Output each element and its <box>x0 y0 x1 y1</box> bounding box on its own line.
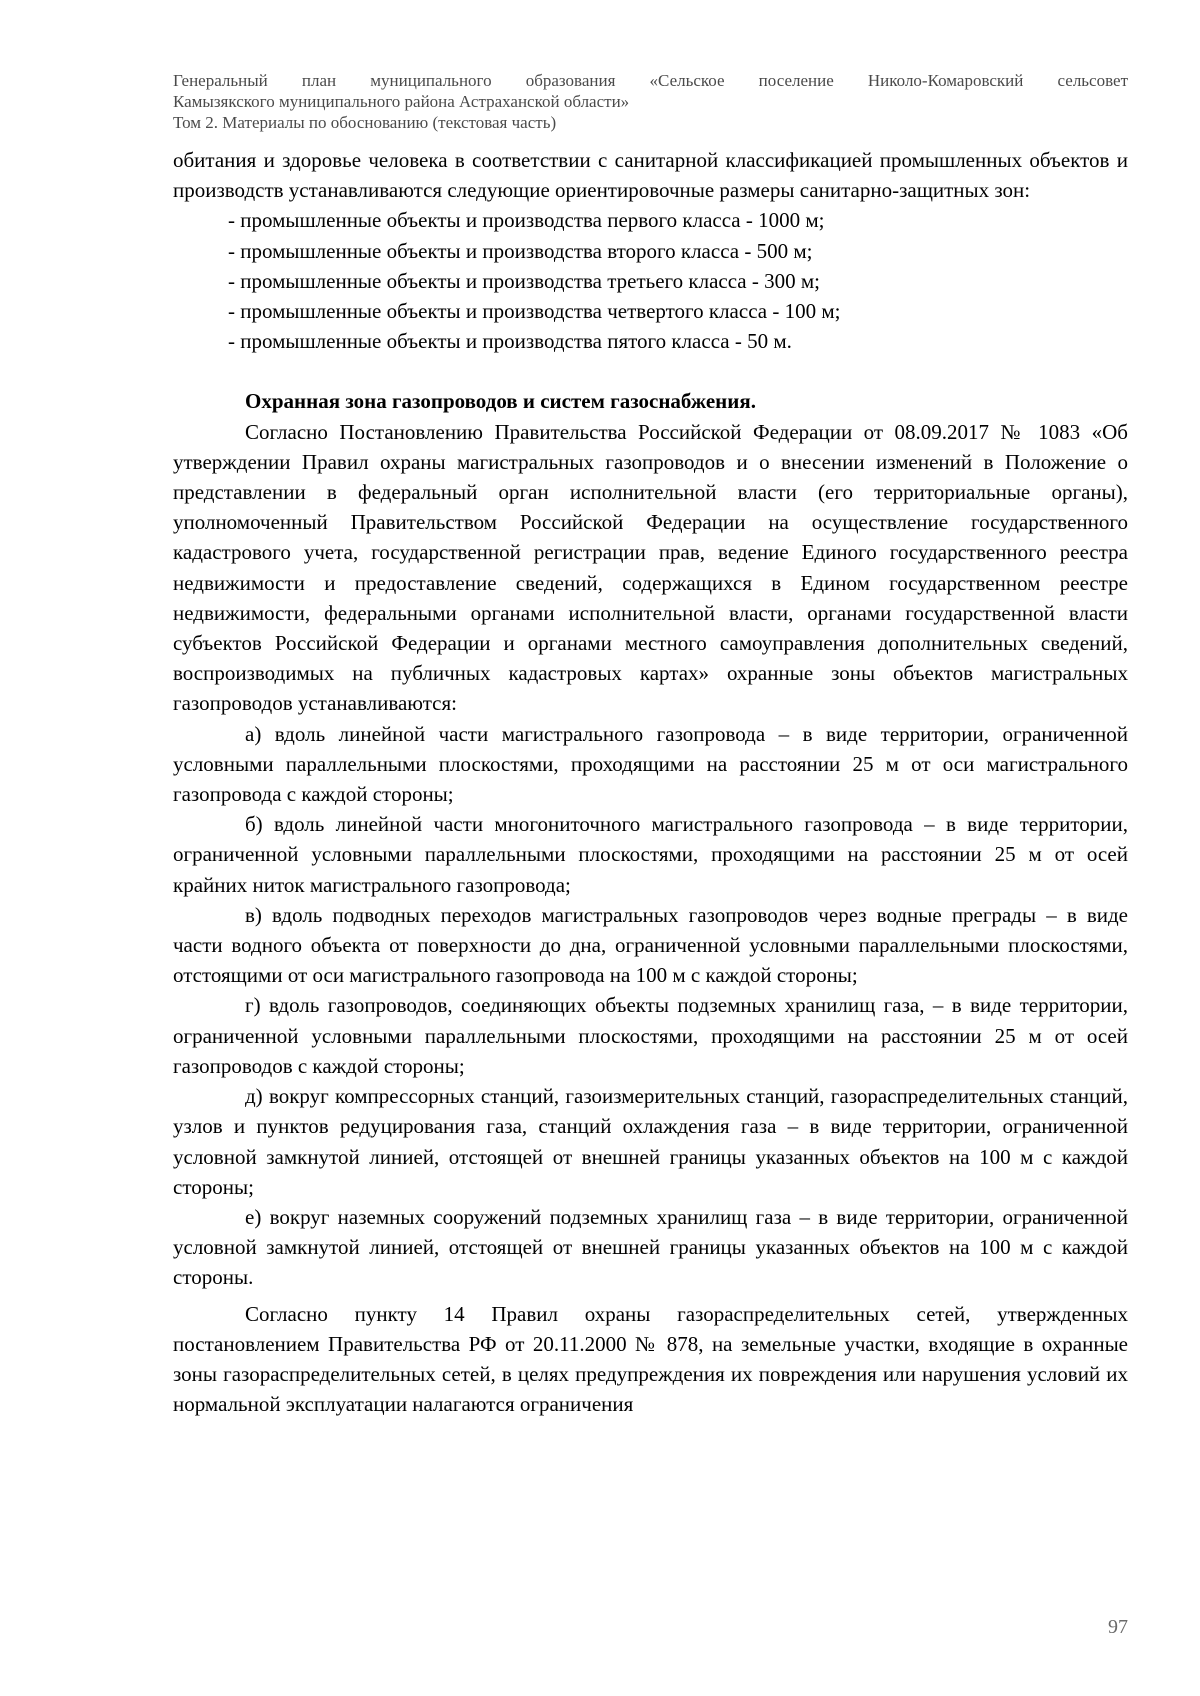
page-number: 97 <box>1108 1616 1128 1638</box>
zone-item: а) вдоль линейной части магистрального газопровода – в виде территории, ограниченной условными параллельными плоскостями, проходящими на расстоянии 25 м от оси магистрального газопровода с каждой стороны; <box>173 721 1128 807</box>
list-item: - промышленные объекты и производства первого класса - 1000 м; <box>228 208 825 233</box>
paragraph: Согласно пункту 14 Правил охраны газораспределительных сетей, утвержденных постановлением Правительства РФ от 20.11.2000 № 878, на земельные участки, входящие в охранные зоны газораспределительных сетей, в целях предупреждения их повреждения или нарушения условий их нормальной эксплуатации налагаются ограничения <box>173 1301 1128 1417</box>
zone-item: е) вокруг наземных сооружений подземных хранилищ газа – в виде территории, ограниченной условной замкнутой линией, отстоящей от внешней границы указанных объектов на 100 м с каждой стороны. <box>173 1204 1128 1290</box>
zone-item: г) вдоль газопроводов, соединяющих объекты подземных хранилищ газа, – в виде территории, ограниченной условными параллельными плоскостями, проходящими на расстоянии 25 м от осей газопроводов с каждой стороны; <box>173 993 1128 1078</box>
running-header <box>173 70 1128 133</box>
zone-item: б) вдоль линейной части многониточного магистрального газопровода – в виде территории, ограниченной условными параллельными плоскостями, проходящими на расстоянии 25 м от осей крайних ниток магистрального газопровода; <box>173 812 1128 897</box>
header-line-1: Генеральный план муниципального образования «Сельское поселение Николо-Комаровский сельсовет <box>173 71 1128 90</box>
zone-item: в) вдоль подводных переходов магистральных газопроводов через водные преграды – в виде части водного объекта от поверхности до дна, ограниченной условными параллельными плоскостями, отстоящими от оси магистрального газопровода на 100 м с каждой стороны; <box>173 902 1128 988</box>
zone-item: д) вокруг компрессорных станций, газоизмерительных станций, газораспределительных станций, узлов и пунктов редуцирования газа, станций охлаждения газа – в виде территории, ограниченной условной замкнутой линией, отстоящей от внешней границы указанных объектов на 100 м с каждой стороны; <box>173 1084 1128 1199</box>
intro-paragraph: обитания и здоровье человека в соответствии с санитарной классификацией промышленных объектов и производств устанавливаются следующие ориентировочные размеры санитарно-защитных зон: <box>173 148 1128 203</box>
list-item: - промышленные объекты и производства пятого класса - 50 м. <box>228 329 792 354</box>
list-item: - промышленные объекты и производства четвертого класса - 100 м; <box>228 299 841 324</box>
list-item: - промышленные объекты и производства второго класса - 500 м; <box>228 238 813 263</box>
header-line-2: Камызякского муниципального района Астраханской области» <box>173 92 630 111</box>
list-item: - промышленные объекты и производства третьего класса - 300 м; <box>228 268 820 293</box>
document-body <box>173 145 1128 1419</box>
header-line-3: Том 2. Материалы по обоснованию (текстовая часть) <box>173 113 557 132</box>
paragraph: Согласно Постановлению Правительства Российской Федерации от 08.09.2017 № 1083 «Об утверждении Правил охраны магистральных газопроводов и о внесении изменений в Положение о представлении в федеральный орган исполнительной власти (его территориальные органы), уполномоченный Правительством Российской Федерации на осуществление государственного кадастрового учета, государственной регистрации прав, ведение Единого государственного реестра недвижимости и предоставление сведений, содержащихся в Едином государственном реестре недвижимости, федеральными органами исполнительной власти, органами государственной власти субъектов Российской Федерации и органами местного самоуправления дополнительных сведений, воспроизводимых на публичных кадастровых картах» охранные зоны объектов магистральных газопроводов устанавливаются: <box>173 419 1128 716</box>
section-heading: Охранная зона газопроводов и систем газоснабжения. <box>245 389 756 414</box>
